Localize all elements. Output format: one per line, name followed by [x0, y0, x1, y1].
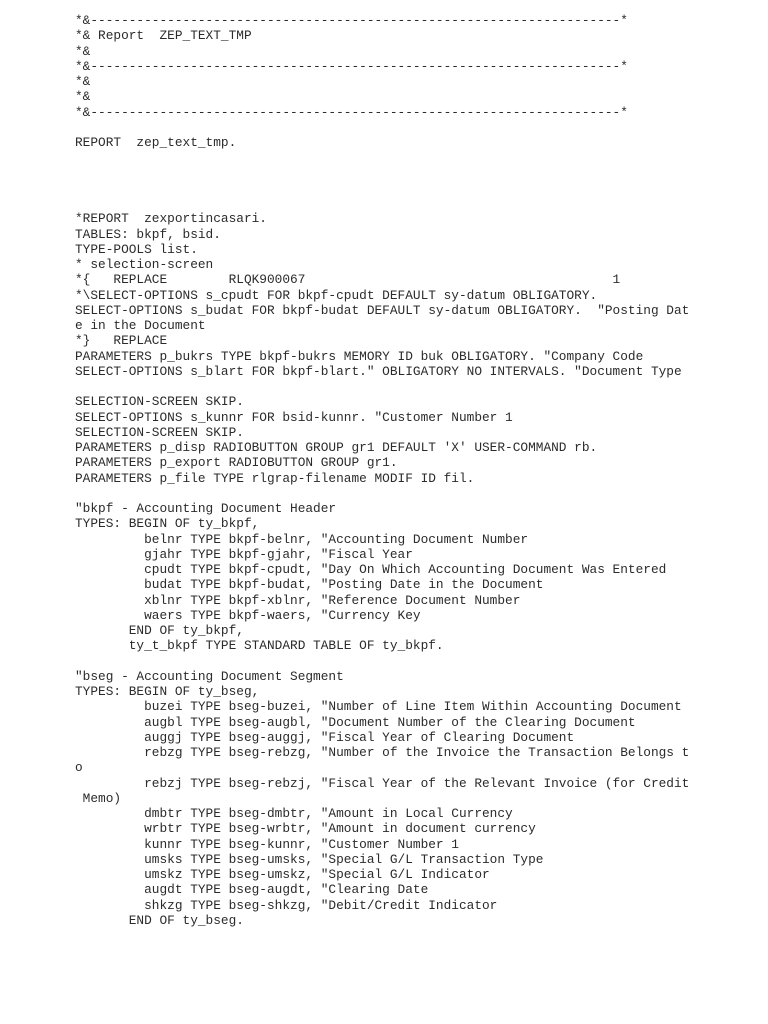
code-line: PARAMETERS p_file TYPE rlgrap-filename MODIF ID fil. — [75, 470, 475, 486]
code-line — [75, 486, 765, 501]
code-line: "bseg - Accounting Document Segment — [75, 668, 344, 684]
code-listing — [75, 13, 765, 928]
code-line — [75, 379, 765, 394]
code-line: *} REPLACE — [75, 333, 168, 349]
code-line: budat TYPE bkpf-budat, "Posting Date in the Document — [75, 577, 544, 593]
code-line: SELECTION-SCREEN SKIP. — [75, 424, 244, 440]
code-line: PARAMETERS p_disp RADIOBUTTON GROUP gr1 DEFAULT 'X' USER-COMMAND rb. — [75, 440, 598, 455]
code-line: *&---------------------------------------------------------------------* — [75, 104, 628, 120]
code-line: *&---------------------------------------------------------------------* — [75, 13, 628, 28]
code-line: *&---------------------------------------------------------------------* — [75, 58, 628, 74]
code-line: END OF ty_bseg. — [75, 912, 244, 928]
code-line: rebzj TYPE bseg-rebzj, "Fiscal Year of the Relevant Invoice (for Credit — [75, 775, 690, 791]
code-line: cpudt TYPE bkpf-cpudt, "Day On Which Accounting Document Was Entered — [75, 562, 667, 577]
code-line — [75, 654, 765, 669]
code-line: xblnr TYPE bkpf-xblnr, "Reference Document Number — [75, 592, 521, 608]
code-line: "bkpf - Accounting Document Header — [75, 501, 337, 516]
code-line: kunnr TYPE bseg-kunnr, "Customer Number 1 — [75, 836, 459, 852]
code-line: *REPORT zexportincasari. — [75, 211, 267, 227]
code-line: umskz TYPE bseg-umskz, "Special G/L Indicator — [75, 867, 490, 882]
code-line: shkzg TYPE bseg-shkzg, "Debit/Credit Indicator — [75, 897, 498, 913]
code-line: *& — [75, 74, 91, 89]
code-line: *{ REPLACE RLQK900067 1 — [75, 272, 621, 288]
code-line: dmbtr TYPE bseg-dmbtr, "Amount in Local Currency — [75, 806, 513, 821]
code-line: umsks TYPE bseg-umsks, "Special G/L Transaction Type — [75, 851, 544, 867]
code-line: TYPES: BEGIN OF ty_bkpf, — [75, 516, 260, 532]
code-line: TYPES: BEGIN OF ty_bseg, — [75, 684, 260, 699]
code-line — [75, 196, 765, 211]
code-line — [75, 166, 765, 181]
code-line — [75, 150, 765, 165]
code-line — [75, 181, 765, 196]
code-line: SELECT-OPTIONS s_blart FOR bkpf-blart." OBLIGATORY NO INTERVALS. "Document Type — [75, 363, 682, 379]
code-line: belnr TYPE bkpf-belnr, "Accounting Document Number — [75, 531, 529, 547]
code-line: *\SELECT-OPTIONS s_cpudt FOR bkpf-cpudt DEFAULT sy-datum OBLIGATORY. — [75, 287, 598, 303]
code-line: REPORT zep_text_tmp. — [75, 135, 237, 150]
code-line: TABLES: bkpf, bsid. — [75, 226, 221, 242]
code-line: wrbtr TYPE bseg-wrbtr, "Amount in document currency — [75, 821, 536, 837]
code-line: ty_t_bkpf TYPE STANDARD TABLE OF ty_bkpf. — [75, 638, 444, 654]
code-line: SELECTION-SCREEN SKIP. — [75, 394, 244, 410]
code-line: auggj TYPE bseg-auggj, "Fiscal Year of Clearing Document — [75, 729, 575, 745]
code-line: waers TYPE bkpf-waers, "Currency Key — [75, 607, 421, 623]
code-line: Memo) — [75, 790, 122, 806]
code-line: buzei TYPE bseg-buzei, "Number of Line Item Within Accounting Document — [75, 699, 682, 715]
code-line: augbl TYPE bseg-augbl, "Document Number of the Clearing Document — [75, 714, 636, 730]
code-line: SELECT-OPTIONS s_kunnr FOR bsid-kunnr. "Customer Number 1 — [75, 409, 513, 425]
code-line — [75, 120, 765, 135]
code-line: PARAMETERS p_export RADIOBUTTON GROUP gr1. — [75, 455, 398, 471]
code-line: SELECT-OPTIONS s_budat FOR bkpf-budat DEFAULT sy-datum OBLIGATORY. "Posting Dat — [75, 302, 690, 318]
code-line: gjahr TYPE bkpf-gjahr, "Fiscal Year — [75, 546, 413, 562]
code-line: TYPE-POOLS list. — [75, 241, 198, 257]
code-line: e in the Document — [75, 318, 206, 333]
code-line: PARAMETERS p_bukrs TYPE bkpf-bukrs MEMORY ID buk OBLIGATORY. "Company Code — [75, 348, 644, 364]
code-line: END OF ty_bkpf, — [75, 623, 244, 638]
code-line: rebzg TYPE bseg-rebzg, "Number of the Invoice the Transaction Belongs t — [75, 745, 690, 760]
code-line: augdt TYPE bseg-augdt, "Clearing Date — [75, 882, 429, 898]
code-line: *& Report ZEP_TEXT_TMP — [75, 28, 252, 44]
code-line: *& — [75, 43, 91, 59]
code-line: o — [75, 760, 83, 776]
code-line: *& — [75, 89, 91, 105]
code-line: * selection-screen — [75, 257, 214, 272]
